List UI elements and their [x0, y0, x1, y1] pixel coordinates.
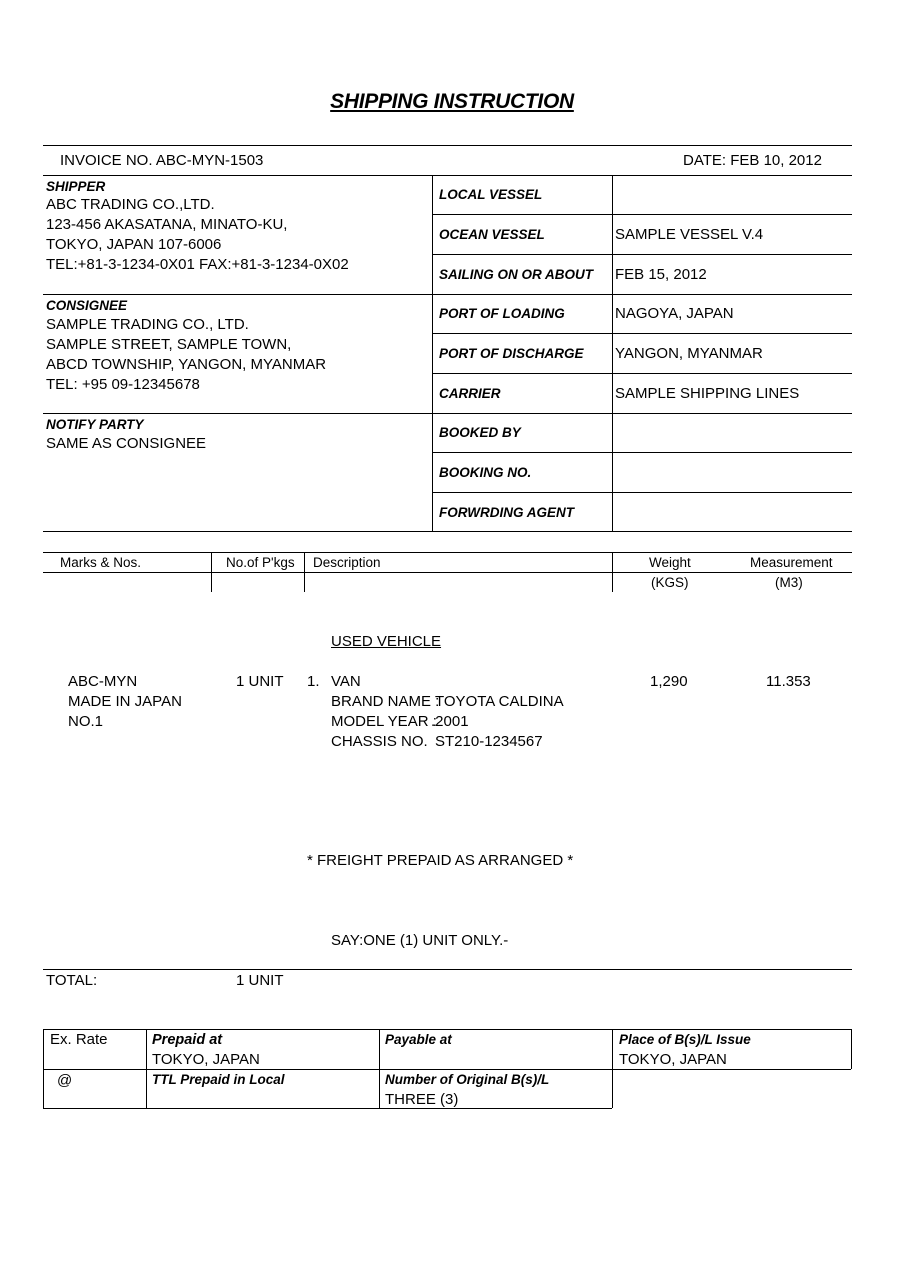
fields-bottom-border	[43, 531, 852, 532]
field-divider	[432, 294, 852, 295]
consignee-line-1: SAMPLE TRADING CO., LTD.	[46, 316, 249, 333]
mark-line-1: ABC-MYN	[68, 673, 138, 690]
top-divider	[43, 145, 852, 146]
place-label: Place of B(s)/L Issue	[619, 1032, 751, 1047]
payable-label: Payable at	[385, 1032, 452, 1047]
ttl-prepaid-label: TTL Prepaid in Local	[152, 1072, 285, 1087]
header-weight: Weight	[649, 555, 691, 570]
prepaid-label: Prepaid at	[152, 1032, 223, 1048]
total-value: 1 UNIT	[236, 972, 284, 989]
field-value-port-loading: NAGOYA, JAPAN	[615, 305, 734, 322]
consignee-line-2: SAMPLE STREET, SAMPLE TOWN,	[46, 336, 292, 353]
total-label: TOTAL:	[46, 972, 98, 989]
field-label-booked-by: BOOKED BY	[439, 425, 521, 440]
place-value: TOKYO, JAPAN	[619, 1051, 727, 1068]
cargo-measurement: 11.353	[766, 673, 811, 690]
cargo-col-divider	[211, 552, 212, 592]
field-label-sailing: SAILING ON OR ABOUT	[439, 267, 593, 282]
notify-line-1: SAME AS CONSIGNEE	[46, 435, 207, 452]
cargo-item-name: VAN	[331, 673, 361, 690]
field-divider	[432, 214, 852, 215]
header-marks: Marks & Nos.	[60, 555, 142, 570]
detail-brand-label: BRAND NAME :	[331, 693, 440, 710]
detail-model-label: MODEL YEAR :	[331, 713, 437, 730]
payment-col-border	[851, 1029, 852, 1069]
cargo-col-divider	[612, 552, 613, 592]
field-divider	[432, 413, 852, 414]
field-divider	[432, 254, 852, 255]
header-pkgs: No.of P'kgs	[226, 555, 295, 570]
cargo-item-no: 1.	[307, 673, 320, 690]
field-divider	[432, 452, 852, 453]
field-value-port-discharge: YANGON, MYANMAR	[615, 345, 763, 362]
field-divider	[432, 373, 852, 374]
payment-col-border	[612, 1029, 613, 1108]
field-value-sailing: FEB 15, 2012	[615, 266, 707, 283]
mark-line-3: NO.1	[68, 713, 104, 730]
detail-model-value: .2001	[431, 713, 469, 730]
ex-rate-label: Ex. Rate	[50, 1031, 108, 1048]
consignee-line-3: ABCD TOWNSHIP, YANGON, MYANMAR	[46, 356, 327, 373]
mark-line-2: MADE IN JAPAN	[68, 693, 182, 710]
payment-col-border	[43, 1029, 44, 1108]
freight-note: * FREIGHT PREPAID AS ARRANGED *	[307, 852, 574, 869]
field-label-forwarding-agent: FORWRDING AGENT	[439, 505, 574, 520]
header-weight-unit: (KGS)	[651, 575, 689, 590]
shipper-line-1: ABC TRADING CO.,LTD.	[46, 196, 215, 213]
payment-col-border	[379, 1029, 380, 1108]
invoice-number: INVOICE NO. ABC-MYN-1503	[60, 152, 264, 169]
cargo-col-divider	[304, 552, 305, 592]
field-label-carrier: CARRIER	[439, 386, 501, 401]
field-value-ocean-vessel: SAMPLE VESSEL V.4	[615, 226, 764, 243]
consignee-label: CONSIGNEE	[46, 298, 128, 313]
payment-top-border	[43, 1029, 851, 1030]
shipper-line-4: TEL:+81-3-1234-0X01 FAX:+81-3-1234-0X02	[46, 256, 349, 273]
prepaid-value: TOKYO, JAPAN	[152, 1051, 260, 1068]
say-line: SAY:ONE (1) UNIT ONLY.-	[331, 932, 509, 949]
cargo-section-title: USED VEHICLE	[331, 633, 442, 650]
header-description: Description	[313, 555, 381, 570]
ex-rate-value: @	[57, 1072, 73, 1089]
total-divider	[43, 969, 852, 970]
detail-brand-value: TOYOTA CALDINA	[435, 693, 564, 710]
cargo-pkgs: 1 UNIT	[236, 673, 284, 690]
cargo-header-bottom	[43, 572, 852, 573]
shipper-line-3: TOKYO, JAPAN 107-6006	[46, 236, 222, 253]
payment-col-border	[146, 1029, 147, 1108]
consignee-divider	[43, 413, 432, 414]
invoice-date: DATE: FEB 10, 2012	[683, 152, 822, 169]
fields-left-border	[432, 175, 433, 532]
field-label-local-vessel: LOCAL VESSEL	[439, 187, 543, 202]
field-label-port-discharge: PORT OF DISCHARGE	[439, 346, 584, 361]
payment-bottom-border	[43, 1108, 612, 1109]
header-measurement-unit: (M3)	[775, 575, 803, 590]
detail-chassis-value: ST210-1234567	[435, 733, 543, 750]
originals-value: THREE (3)	[385, 1091, 459, 1108]
header-measurement: Measurement	[750, 555, 833, 570]
notify-label: NOTIFY PARTY	[46, 417, 144, 432]
field-label-port-loading: PORT OF LOADING	[439, 306, 565, 321]
shipper-line-2: 123-456 AKASATANA, MINATO-KU,	[46, 216, 288, 233]
field-label-booking-no: BOOKING NO.	[439, 465, 532, 480]
field-label-ocean-vessel: OCEAN VESSEL	[439, 227, 545, 242]
consignee-line-4: TEL: +95 09-12345678	[46, 376, 200, 393]
field-divider	[432, 333, 852, 334]
shipper-label: SHIPPER	[46, 179, 106, 194]
cargo-header-top	[43, 552, 852, 553]
shipper-divider	[43, 294, 432, 295]
page-title: SHIPPING INSTRUCTION	[330, 90, 574, 113]
header-divider	[43, 175, 852, 176]
field-value-carrier: SAMPLE SHIPPING LINES	[615, 385, 800, 402]
originals-label: Number of Original B(s)/L	[385, 1072, 550, 1087]
field-divider	[432, 492, 852, 493]
fields-mid-border	[612, 175, 613, 532]
cargo-weight: 1,290	[650, 673, 688, 690]
detail-chassis-label: CHASSIS NO.	[331, 733, 428, 750]
